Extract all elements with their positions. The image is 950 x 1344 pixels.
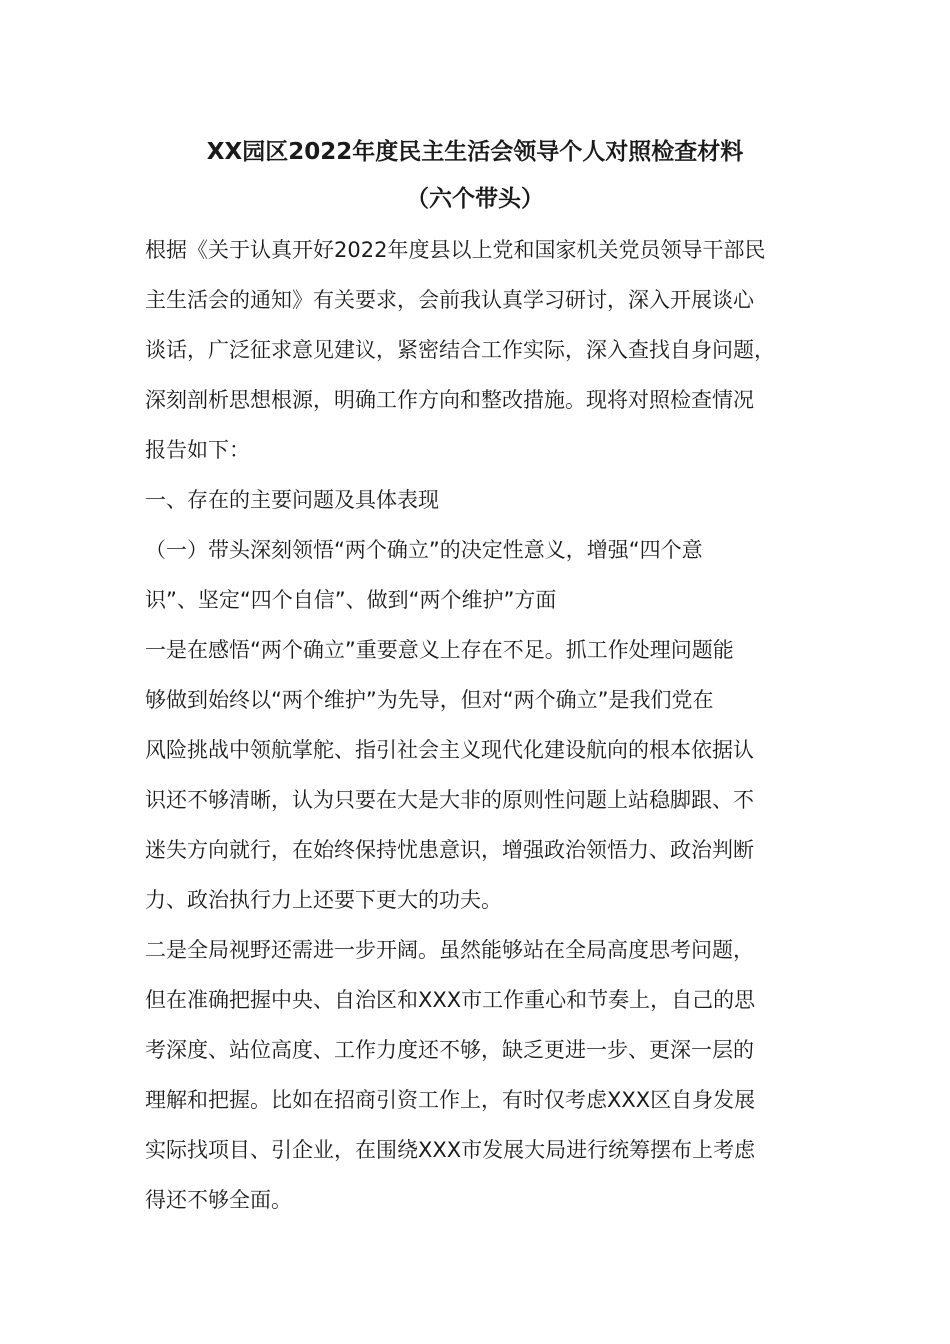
body-line: 根据《关于认真开好2022年度县以上党和国家机关党员领导干部民 bbox=[145, 238, 766, 262]
body-line: 深刻剖析思想根源，明确工作方向和整改措施。现将对照检查情况 bbox=[145, 388, 754, 412]
body-line: 力、政治执行力上还要下更大的功夫。 bbox=[145, 888, 502, 912]
body-line: 得还不够全面。 bbox=[145, 1188, 292, 1212]
body-line: 报告如下： bbox=[145, 438, 250, 462]
section-heading: 一、存在的主要问题及具体表现 bbox=[145, 488, 439, 512]
body-line: 考深度、站位高度、工作力度还不够，缺乏更进一步、更深一层的 bbox=[145, 1038, 754, 1062]
subsection-heading: （一）带头深刻领悟“两个确立”的决定性意义，增强“四个意 bbox=[145, 538, 703, 562]
body-line: 识还不够清晰，认为只要在大是大非的原则性问题上站稳脚跟、不 bbox=[145, 788, 754, 812]
subsection-heading: 识”、坚定“四个自信”、做到“两个维护”方面 bbox=[145, 588, 557, 612]
body-line: 实际找项目、引企业，在围绕XXX市发展大局进行统筹摆布上考虑 bbox=[145, 1138, 756, 1162]
document-body bbox=[145, 230, 809, 1230]
document-title: XX园区2022年度民主生活会领导个人对照检查材料 bbox=[206, 139, 744, 165]
body-line: 一是在感悟“两个确立”重要意义上存在不足。抓工作处理问题能 bbox=[145, 638, 734, 662]
document-subtitle: （六个带头） bbox=[406, 186, 544, 212]
body-line: 主生活会的通知》有关要求，会前我认真学习研讨，深入开展谈心 bbox=[145, 288, 754, 312]
body-line: 二是全局视野还需进一步开阔。虽然能够站在全局高度思考问题， bbox=[145, 938, 754, 962]
body-line: 够做到始终以“两个维护”为先导，但对“两个确立”是我们党在 bbox=[145, 688, 714, 712]
body-line: 但在准确把握中央、自治区和XXX市工作重心和节奏上，自己的思 bbox=[145, 988, 756, 1012]
body-line: 迷失方向就行，在始终保持忧患意识，增强政治领悟力、政治判断 bbox=[145, 838, 754, 862]
body-line: 理解和把握。比如在招商引资工作上，有时仅考虑XXX区自身发展 bbox=[145, 1088, 756, 1112]
body-line: 风险挑战中领航掌舵、指引社会主义现代化建设航向的根本依据认 bbox=[145, 738, 754, 762]
body-line: 谈话，广泛征求意见建议，紧密结合工作实际，深入查找自身问题， bbox=[145, 338, 775, 362]
